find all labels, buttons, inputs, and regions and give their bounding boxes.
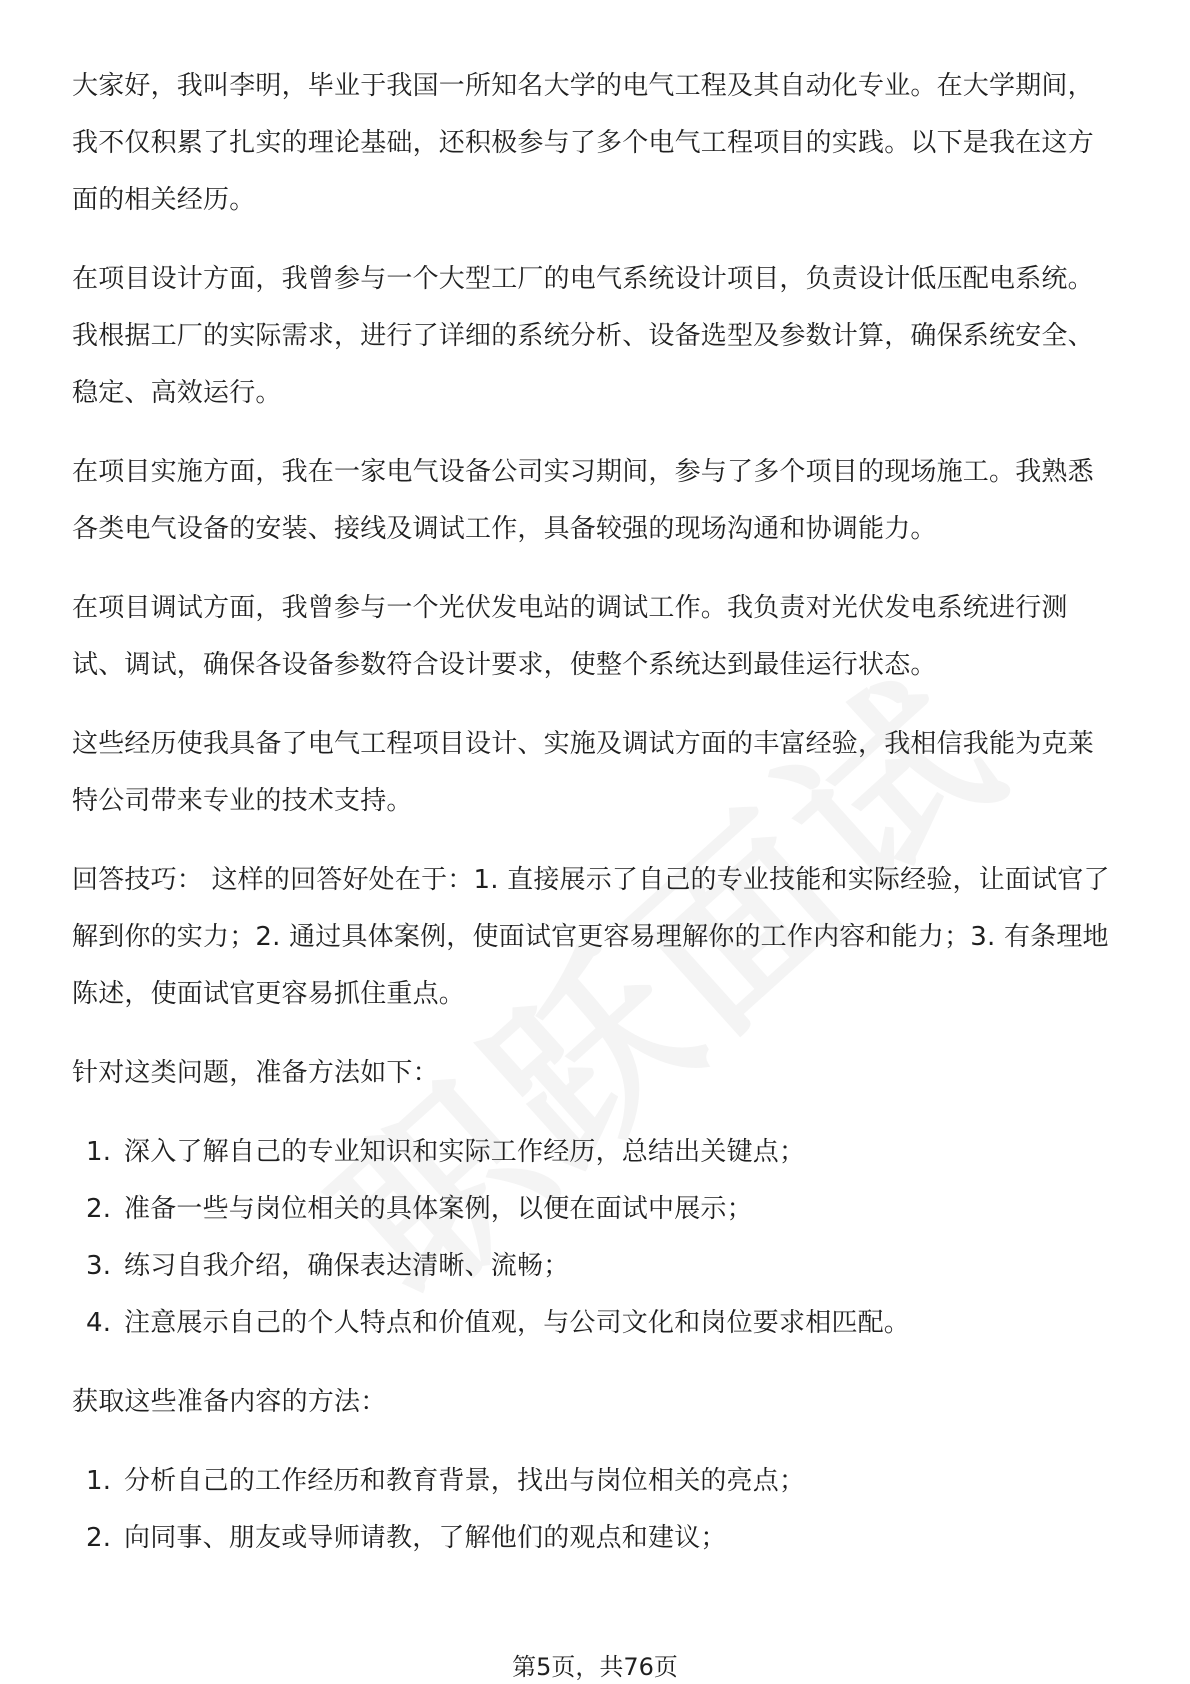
list-item-text: 分析自己的工作经历和教育背景，找出与岗位相关的亮点； (124, 1466, 806, 1496)
list-item (72, 1124, 1116, 1181)
list-item-text: 练习自我介绍，确保表达清晰、流畅； (124, 1251, 570, 1281)
paragraph-commissioning: 在项目调试方面，我曾参与一个光伏发电站的调试工作。我负责对光伏发电系统进行测试、调试，确保各设备参数符合设计要求，使整个系统达到最佳运行状态。 (72, 593, 1068, 680)
paragraph-intro: 大家好，我叫李明，毕业于我国一所知名大学的电气工程及其自动化专业。在大学期间，我不仅积累了扎实的理论基础，还积极参与了多个电气工程项目的实践。以下是我在这方面的相关经历。 (72, 71, 1094, 215)
list-item-text: 准备一些与岗位相关的具体案例，以便在面试中展示； (124, 1194, 753, 1224)
list-item-number: 1. (86, 1466, 112, 1496)
list-item (72, 1181, 1116, 1238)
acquire-method-list (72, 1453, 1116, 1567)
list-item (72, 1295, 1116, 1352)
list-item (72, 1238, 1116, 1295)
paragraph-summary: 这些经历使我具备了电气工程项目设计、实施及调试方面的丰富经验，我相信我能为克莱特公司带来专业的技术支持。 (72, 729, 1094, 816)
list-item-number: 2. (86, 1523, 112, 1553)
list-item-text: 深入了解自己的专业知识和实际工作经历，总结出关键点； (124, 1137, 806, 1167)
paragraph-implementation: 在项目实施方面，我在一家电气设备公司实习期间，参与了多个项目的现场施工。我熟悉各类电气设备的安装、接线及调试工作，具备较强的现场沟通和协调能力。 (72, 457, 1094, 544)
page-number-footer: 第5页，共76页 (512, 1653, 678, 1681)
paragraph-methods-heading: 获取这些准备内容的方法： (72, 1387, 387, 1417)
paragraph-answer-tips: 回答技巧： 这样的回答好处在于：1. 直接展示了自己的专业技能和实际经验，让面试官了解到你的实力；2. 通过具体案例，使面试官更容易理解你的工作内容和能力；3. 有条理地陈述，使面试官更容易抓住重点。 (72, 865, 1110, 1009)
paragraph-design: 在项目设计方面，我曾参与一个大型工厂的电气系统设计项目，负责设计低压配电系统。我根据工厂的实际需求，进行了详细的系统分析、设备选型及参数计算，确保系统安全、稳定、高效运行。 (72, 264, 1094, 408)
list-item-number: 4. (86, 1308, 112, 1338)
list-item-number: 2. (86, 1194, 112, 1224)
paragraph-prep-heading: 针对这类问题，准备方法如下： (72, 1058, 439, 1088)
list-item-text: 注意展示自己的个人特点和价值观，与公司文化和岗位要求相匹配。 (124, 1308, 911, 1338)
list-item-number: 3. (86, 1251, 112, 1281)
document-body (72, 58, 1116, 1589)
list-item-text: 向同事、朋友或导师请教，了解他们的观点和建议； (124, 1523, 727, 1553)
list-item (72, 1510, 1116, 1567)
prep-method-list (72, 1124, 1116, 1352)
list-item-number: 1. (86, 1137, 112, 1167)
list-item (72, 1453, 1116, 1510)
